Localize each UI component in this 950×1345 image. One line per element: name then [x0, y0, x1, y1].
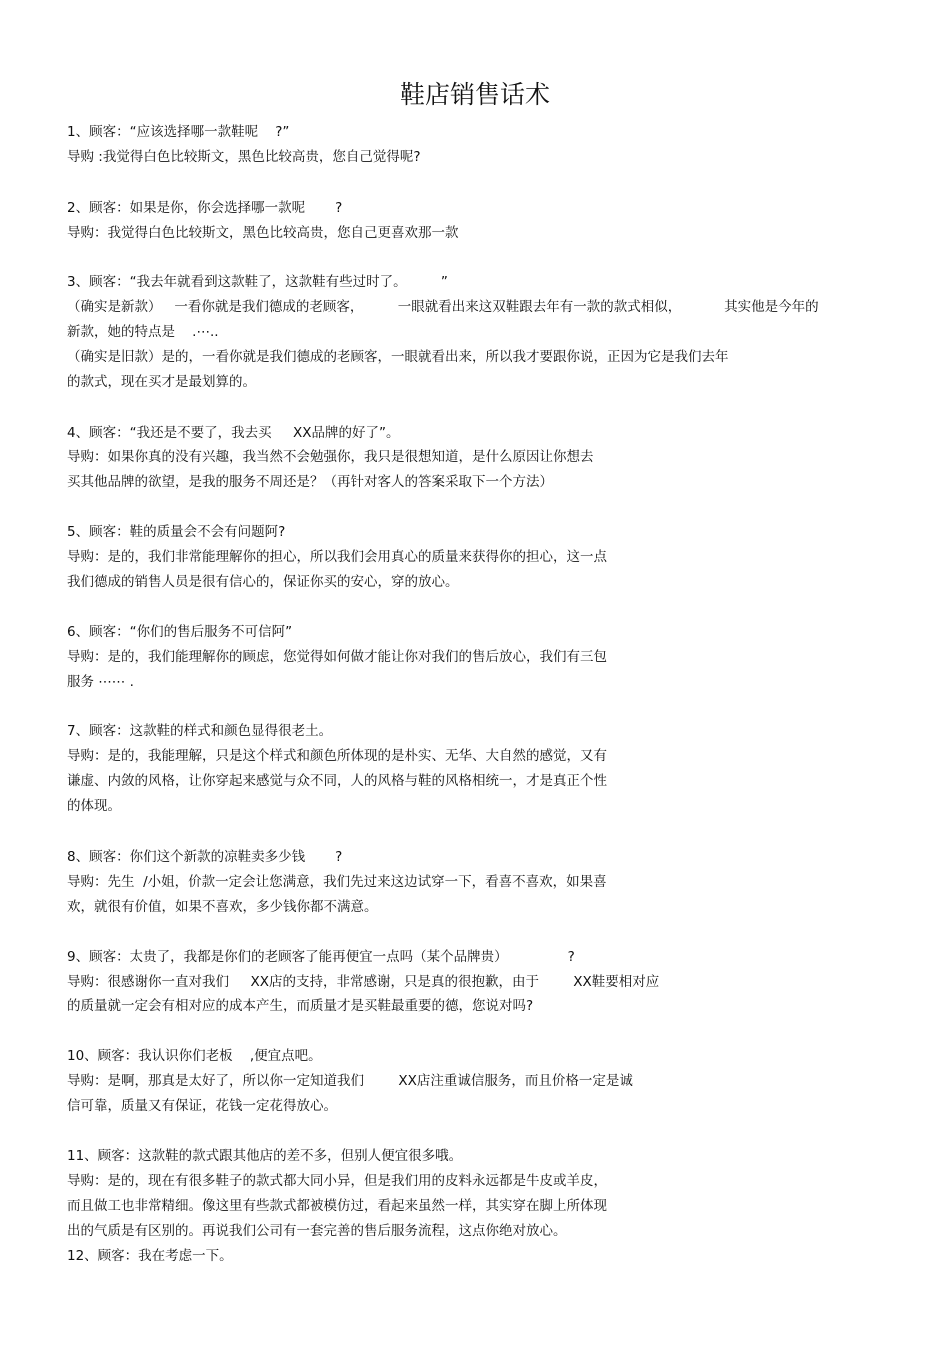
text-line: 导购：我觉得白色比较斯文，黑色比较高贵，您自己更喜欢那一款	[67, 225, 459, 241]
text-line: 12、顾客：我在考虑一下。	[67, 1248, 233, 1264]
text-line: 买其他品牌的欲望，是我的服务不周还是？（再针对客人的答案采取下一个方法）	[67, 474, 553, 490]
text-line: （确实是新款） 一看你就是我们德成的老顾客， 一眼就看出来这双鞋跟去年有一款的款式相似， 其实他是今年的	[67, 299, 819, 315]
text-line: 导购：是啊，那真是太好了，所以你一定知道我们 XX店注重诚信服务，而且价格一定是诚	[67, 1073, 633, 1089]
text-line: 导购：先生 /小姐，价款一定会让您满意，我们先过来这边试穿一下，看喜不喜欢，如果喜	[67, 874, 607, 890]
text-line: 11、顾客：这款鞋的款式跟其他店的差不多，但别人便宜很多哦。	[67, 1148, 463, 1164]
text-line: 导购：如果你真的没有兴趣，我当然不会勉强你，我只是很想知道，是什么原因让你想去	[67, 449, 594, 465]
text-line: 导购：是的，我们能理解你的顾虑，您觉得如何做才能让你对我们的售后放心，我们有三包	[67, 649, 607, 665]
text-line: 2、顾客：如果是你，你会选择哪一款呢 ?	[67, 200, 343, 216]
text-line: （确实是旧款）是的，一看你就是我们德成的老顾客，一眼就看出来，所以我才要跟你说，正因为它是我们去年	[67, 349, 729, 365]
text-line: 导购：是的，我们非常能理解你的担心，所以我们会用真心的质量来获得你的担心，这一点	[67, 549, 607, 565]
text-line: 3、顾客：“我去年就看到这款鞋了，这款鞋有些过时了。 ”	[67, 274, 448, 290]
text-line: 9、顾客：太贵了，我都是你们的老顾客了能再便宜一点吗（某个品牌贵） ?	[67, 949, 575, 965]
text-line: 的质量就一定会有相对应的成本产生，而质量才是买鞋最重要的德，您说对吗?	[67, 998, 534, 1014]
document-title: 鞋店销售话术	[399, 80, 550, 109]
text-line: 出的气质是有区别的。再说我们公司有一套完善的售后服务流程，这点你绝对放心。	[67, 1223, 567, 1239]
text-line: 10、顾客：我认识你们老板 ,便宜点吧。	[67, 1048, 322, 1064]
text-line: 服务 ⋯⋯ .	[67, 674, 134, 690]
text-line: 的款式，现在买才是最划算的。	[67, 374, 256, 390]
text-line: 的体现。	[67, 798, 121, 814]
text-line: 导购 :我觉得白色比较斯文，黑色比较高贵，您自己觉得呢?	[67, 149, 421, 165]
text-line: 7、顾客：这款鞋的样式和颜色显得很老土。	[67, 723, 333, 739]
text-line: 我们德成的销售人员是很有信心的，保证你买的安心，穿的放心。	[67, 574, 459, 590]
text-line: 导购：是的，我能理解，只是这个样式和颜色所体现的是朴实、无华、大自然的感觉，又有	[67, 748, 607, 764]
text-line: 导购：是的，现在有很多鞋子的款式都大同小异，但是我们用的皮料永远都是牛皮或羊皮，	[67, 1173, 607, 1189]
text-line: 新款，她的特点是 .⋯..	[67, 324, 219, 340]
text-line: 5、顾客：鞋的质量会不会有问题阿?	[67, 524, 286, 540]
text-line: 6、顾客：“你们的售后服务不可信阿”	[67, 624, 293, 640]
text-line: 1、顾客：“应该选择哪一款鞋呢 ?”	[67, 124, 290, 140]
text-line: 谦虚、内敛的风格，让你穿起来感觉与众不同，人的风格与鞋的风格相统一，才是真正个性	[67, 773, 607, 789]
text-line: 信可靠，质量又有保证，花钱一定花得放心。	[67, 1098, 337, 1114]
text-line: 欢，就很有价值，如果不喜欢，多少钱你都不满意。	[67, 899, 378, 915]
text-line: 而且做工也非常精细。像这里有些款式都被模仿过，看起来虽然一样，其实穿在脚上所体现	[67, 1198, 607, 1214]
text-line: 4、顾客：“我还是不要了，我去买 XX品牌的好了”。	[67, 425, 400, 441]
text-line: 8、顾客：你们这个新款的凉鞋卖多少钱 ?	[67, 849, 343, 865]
text-line: 导购：很感谢你一直对我们 XX店的支持，非常感谢，只是真的很抱歉，由于 XX鞋要相对应	[67, 974, 660, 990]
